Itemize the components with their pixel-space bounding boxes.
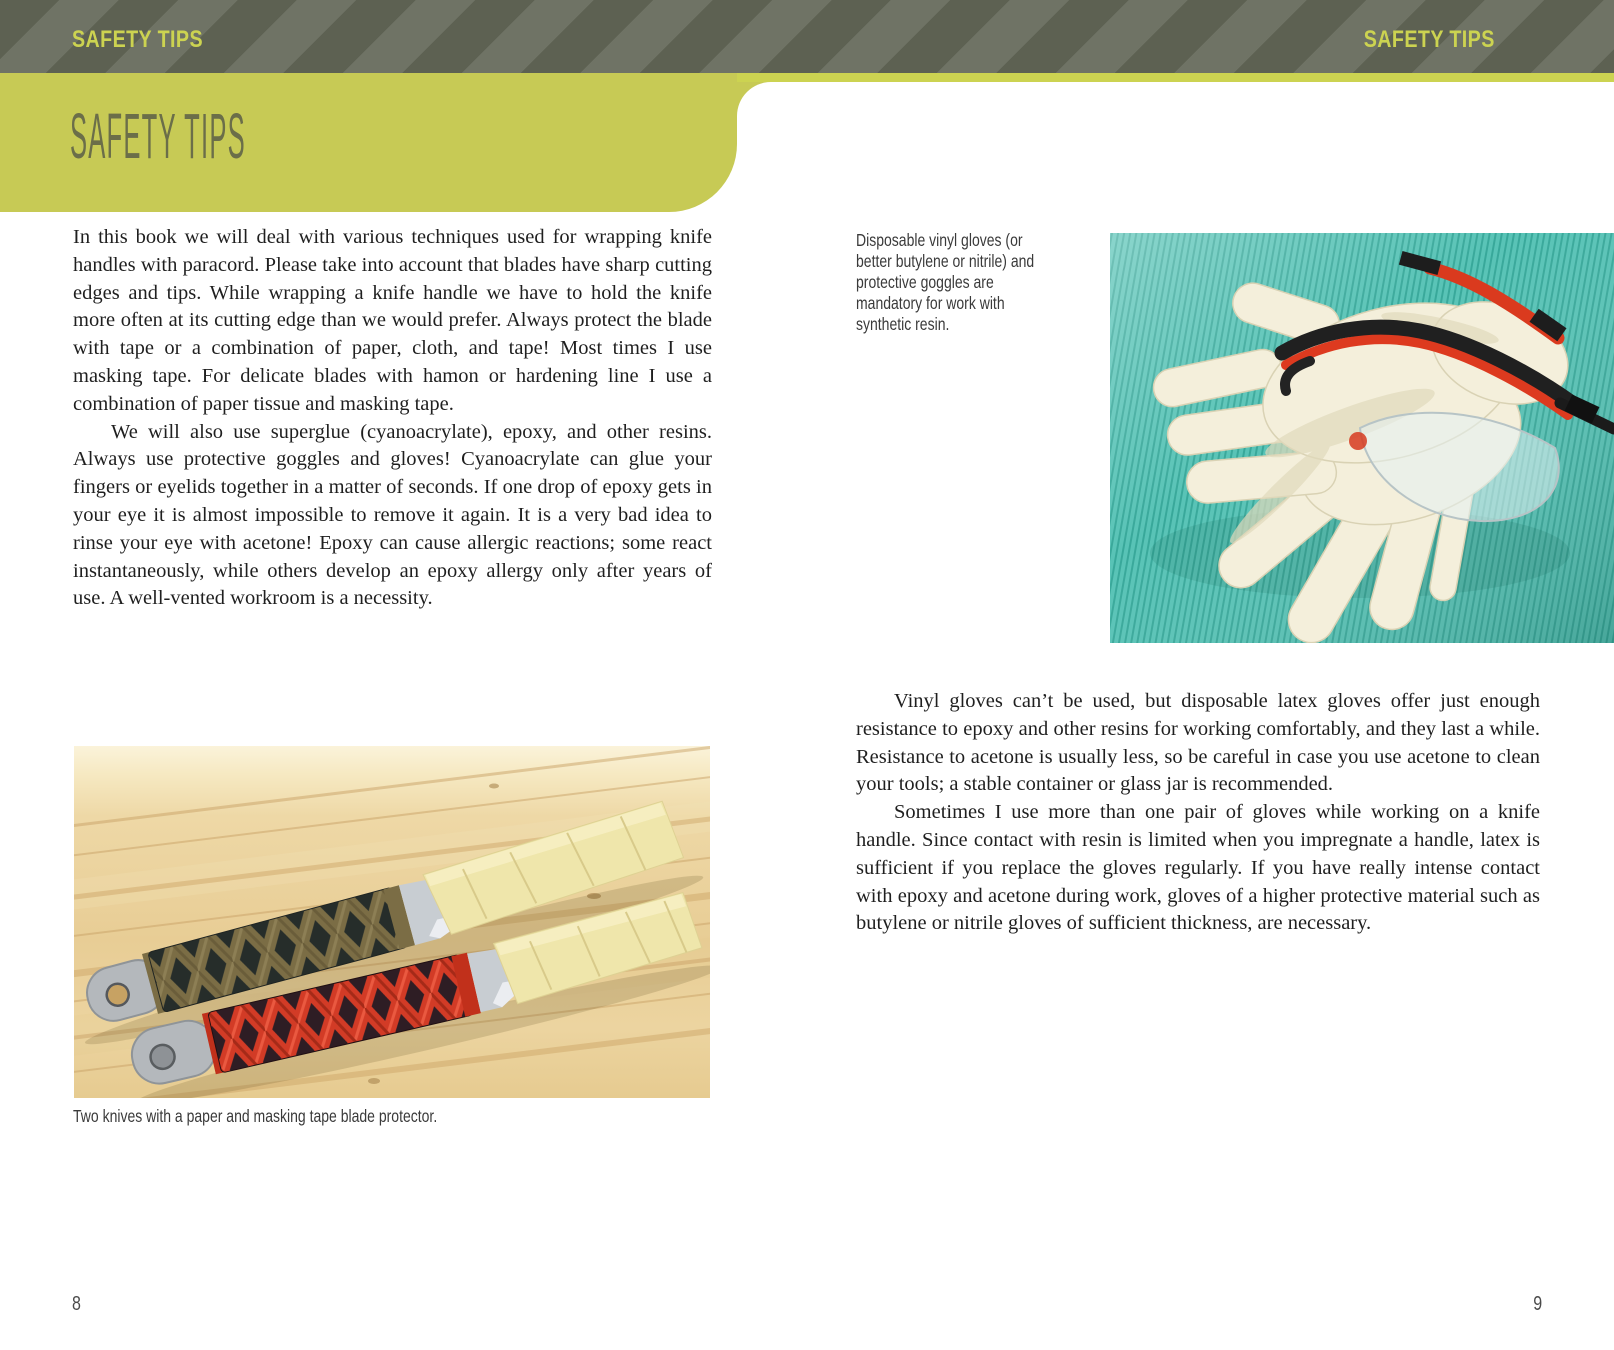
header-stripe-band bbox=[0, 0, 1614, 73]
left-paragraph-1: In this book we will deal with various techniques used for wrapping knife handles with paracord. Please take into account that blades have sharp cutting edges and tips. While wrapping a knife handle we have to hold the knife more often at its cutting edge than we would prefer. Always protect the blade with tape or a combination of paper, cloth, and tape! Most times I use masking tape. For delicate blades with hamon or hardening line I use a combination of paper tissue and masking tape. bbox=[73, 226, 712, 415]
left-text-column bbox=[73, 224, 712, 613]
right-paragraph-2: Sometimes I use more than one pair of gloves while working on a knife handle. Since contact with resin is limited when you impregnate a handle, latex is sufficient if you replace the gloves regularly. If you have really intense contact with epoxy and acetone during work, gloves of a higher protective material such as butylene or nitrile gloves of sufficient thickness, are necessary. bbox=[856, 801, 1540, 935]
page-number-right: 9 bbox=[1533, 1293, 1542, 1315]
right-text-column bbox=[856, 688, 1540, 938]
page-title: SAFETY TIPS bbox=[70, 100, 246, 172]
knives-caption: Two knives with a paper and masking tape blade protector. bbox=[73, 1106, 438, 1126]
gloves-caption: Disposable vinyl gloves (or better butylene or nitrile) and protective goggles are mandatory for work with synthetic resin. bbox=[856, 230, 1035, 334]
left-paragraph-2: We will also use superglue (cyanoacrylate), epoxy, and other resins. Always use protective goggles and gloves! Cyanoacrylate can glue your fingers or eyelids together in a matter of seconds. If one drop of epoxy gets in your eye it is almost impossible to remove it again. It is a very bad idea to rinse your eye with acetone! Epoxy can cause allergic reactions; some react instantaneously, while others develop an epoxy allergy only after years of use. A well-vented workroom is a necessity. bbox=[73, 420, 712, 610]
running-head-right: SAFETY TIPS bbox=[1363, 26, 1495, 53]
running-head-left: SAFETY TIPS bbox=[72, 26, 204, 53]
knives-photo bbox=[74, 746, 710, 1098]
page-number-left: 8 bbox=[72, 1293, 81, 1315]
right-paragraph-1: Vinyl gloves can’t be used, but disposable latex gloves offer just enough resistance to epoxy and other resins for working comfortably, and they last a while. Resistance to acetone is usually less, so be careful in case you use acetone to clean your tools; a stable container or glass jar is recommended. bbox=[856, 690, 1540, 796]
gloves-photo bbox=[1110, 233, 1614, 643]
